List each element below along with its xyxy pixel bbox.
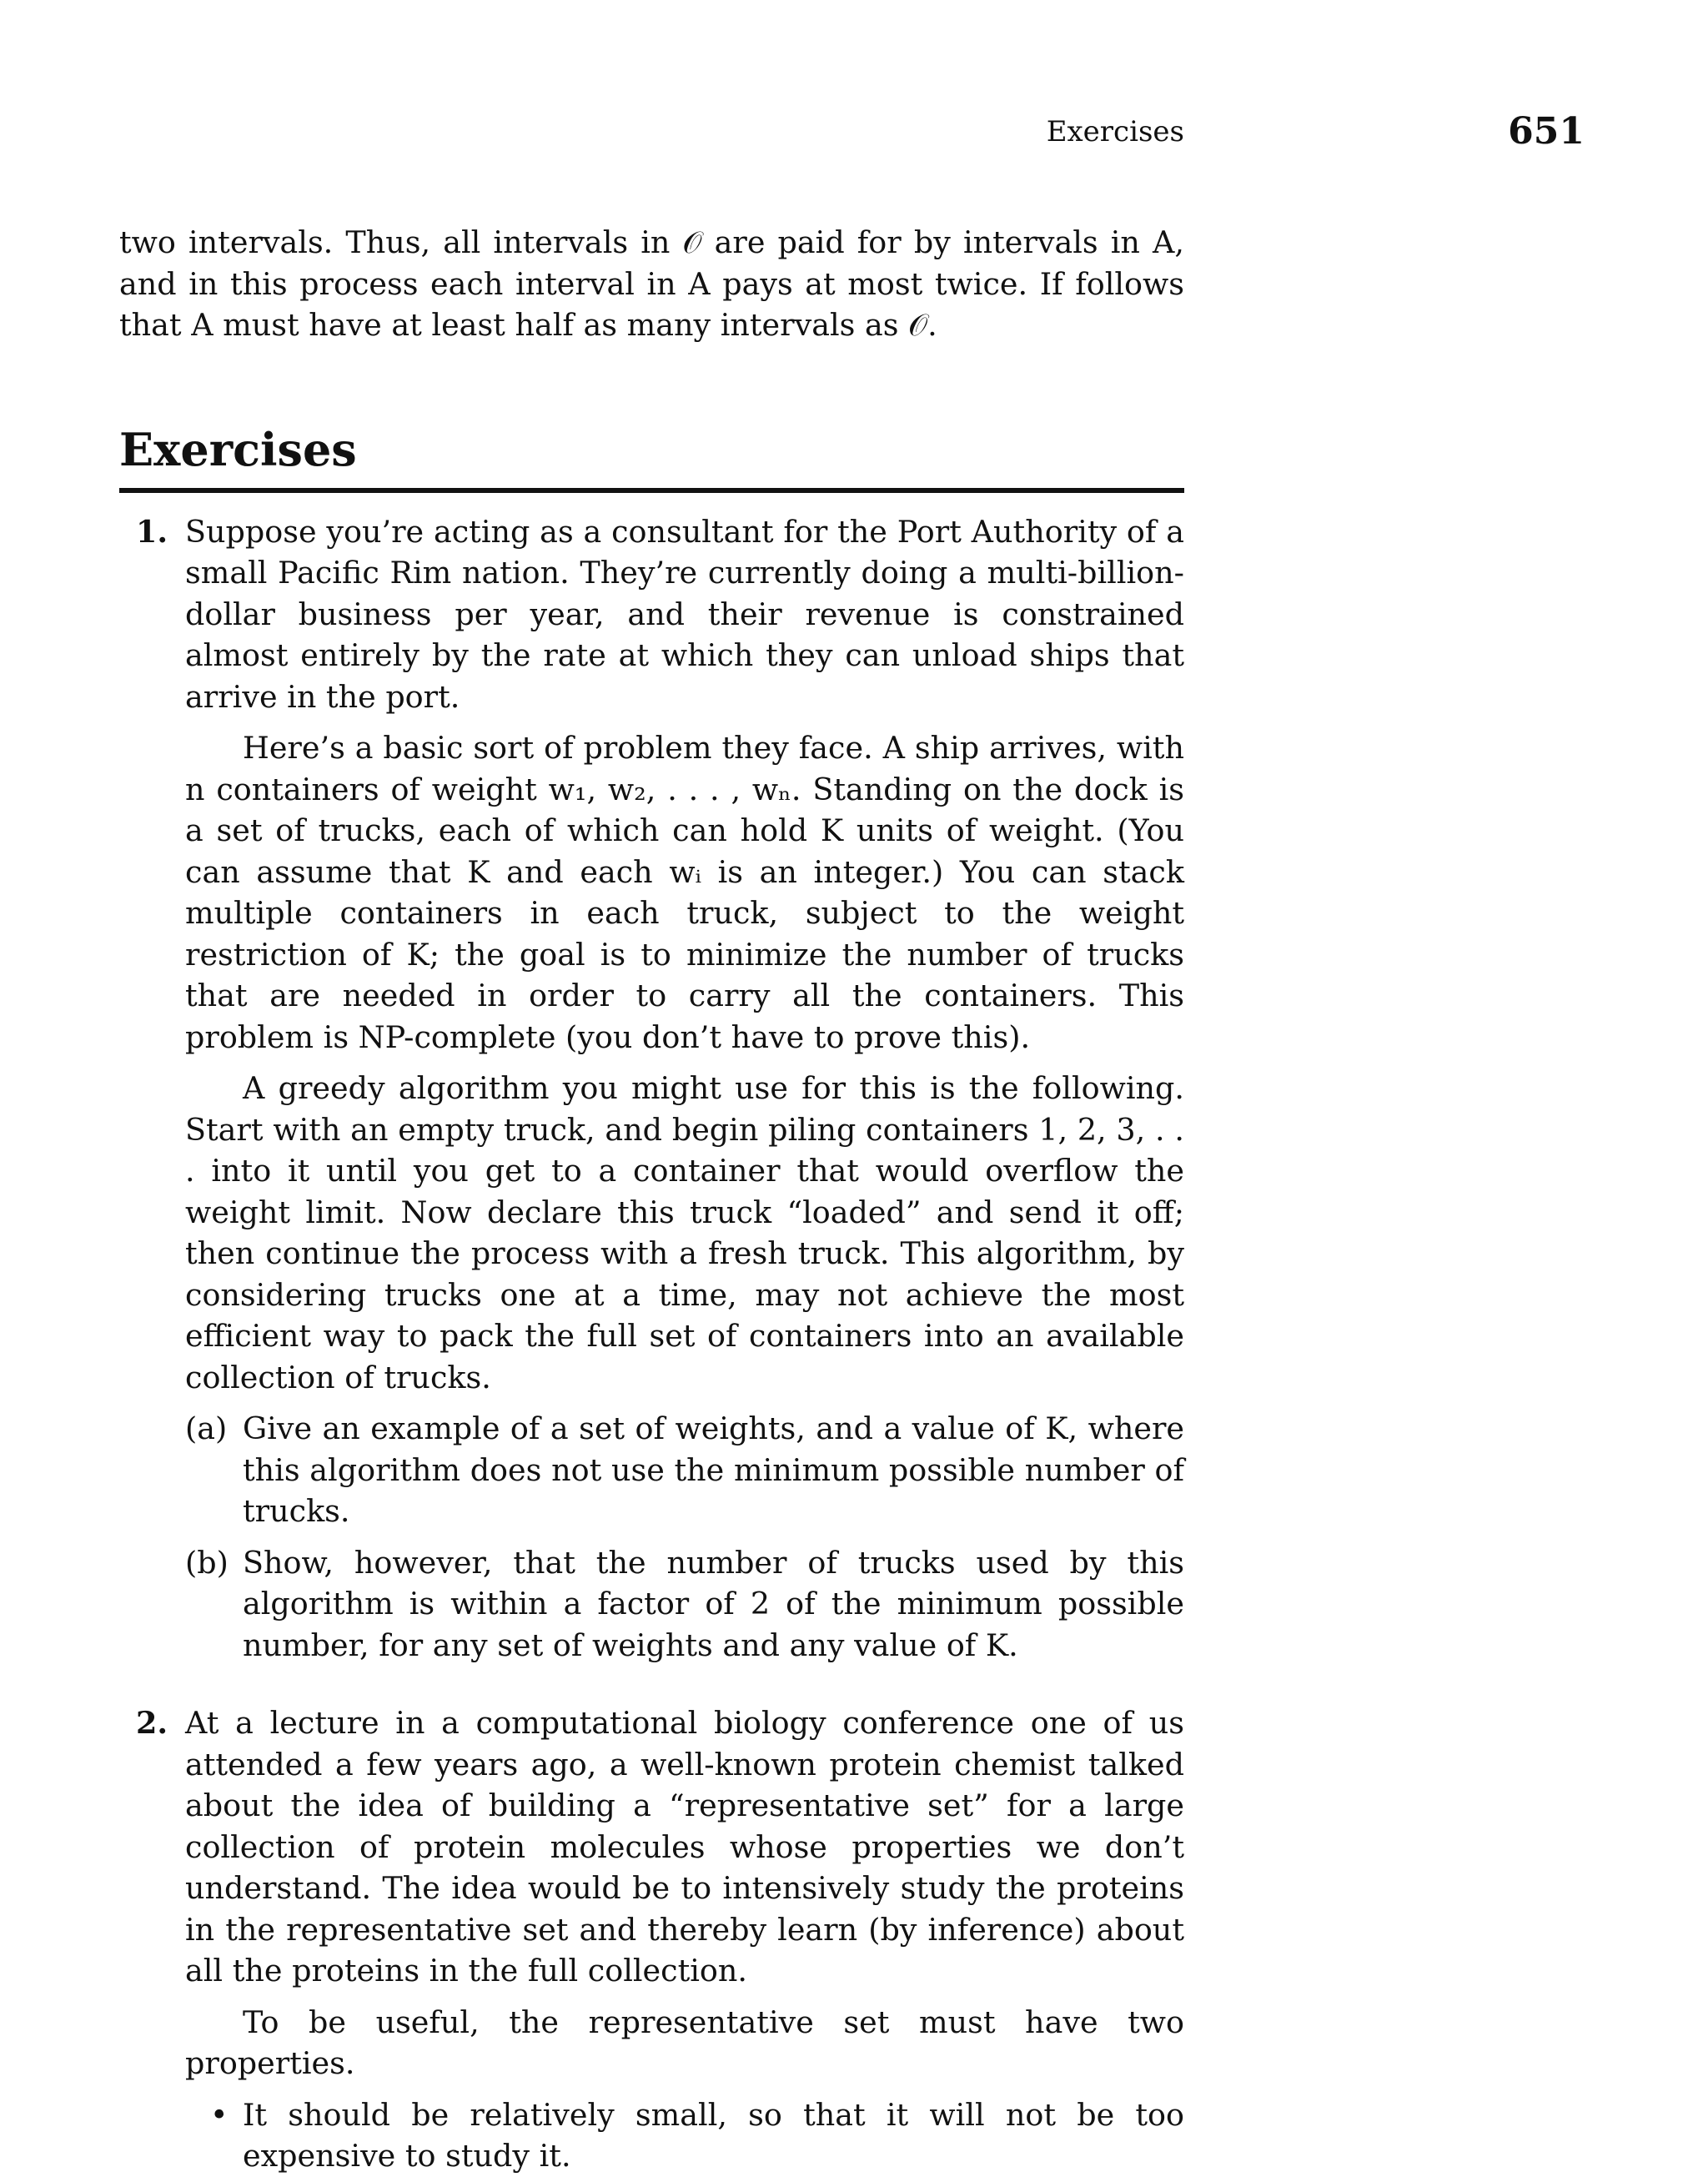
part-label: (a) [185, 1410, 228, 1446]
part-text: Show, however, that the number of trucks used by this algorithm is within a factor of 2 of the minimum possible number, for any set of weights and any value of K. [243, 1544, 1184, 1663]
exercise-part-b [185, 1542, 1184, 1667]
exercise-paragraph: Suppose you’re acting as a consultant for the Port Authority of a small Pacific Rim nation. They’re currently doing a multi-billion-dollar business per year, and their revenue is constrained almost entirely by the rate at which they can unload ships that arrive in the port. [185, 513, 1184, 715]
page-number: 651 [1508, 110, 1585, 153]
part-label: (b) [185, 1544, 229, 1581]
exercise-paragraph: To be useful, the representative set must have two properties. [185, 2004, 1184, 2081]
bullet-text: It should be relatively small, so that it will not be too expensive to study it. [243, 2096, 1184, 2174]
exercise-2 [119, 1702, 1184, 2177]
exercise-paragraph: A greedy algorithm you might use for this is the following. Start with an empty truck, and begin piling containers 1, 2, 3, . . . into it until you get to a container that would overflow the weight limit. Now declare this truck “loaded” and send it off; then continue the process with a fresh truck. This algorithm, by considering trucks one at a time, may not achieve the most efficient way to pack the full set of containers into an available collection of trucks. [185, 1070, 1184, 1395]
text-column [119, 222, 1184, 2177]
bullet-item [185, 2094, 1184, 2177]
bullet-icon: • [210, 2096, 229, 2133]
exercise-number: 2. [136, 1705, 168, 1741]
exercise-part-a [185, 1408, 1184, 1532]
intro-paragraph: two intervals. Thus, all intervals in 𝒪 are paid for by intervals in A, and in this process each interval in A pays at most twice. If follows that A must have at least half as many intervals as 𝒪. [119, 224, 1184, 343]
section-rule [119, 488, 1184, 493]
part-text: Give an example of a set of weights, and a value of K, where this algorithm does not use the minimum possible number of trucks. [243, 1410, 1184, 1529]
running-head-title: Exercises [1046, 115, 1184, 148]
exercise-number: 1. [136, 513, 168, 550]
section-title: Exercises [119, 422, 357, 476]
exercise-1 [119, 511, 1184, 1667]
exercise-paragraph: Here’s a basic sort of problem they face. A ship arrives, with n containers of weight w₁, w₂, . . . , wₙ. Standing on the dock is a set of trucks, each of which can hold K units of weight. (You can assume that K and each wᵢ is an integer.) You can stack multiple containers in each truck, subject to the weight restriction of K; the goal is to minimize the number of trucks that are needed in order to carry all the containers. This problem is NP-complete (you don’t have to prove this). [185, 730, 1184, 1055]
exercise-paragraph: At a lecture in a computational biology conference one of us attended a few years ago, a well-known protein chemist talked about the idea of building a “representative set” for a large collection of protein molecules whose properties we don’t understand. The idea would be to intensively study the proteins in the representative set and thereby learn (by inference) about all the proteins in the full collection. [185, 1705, 1184, 1988]
